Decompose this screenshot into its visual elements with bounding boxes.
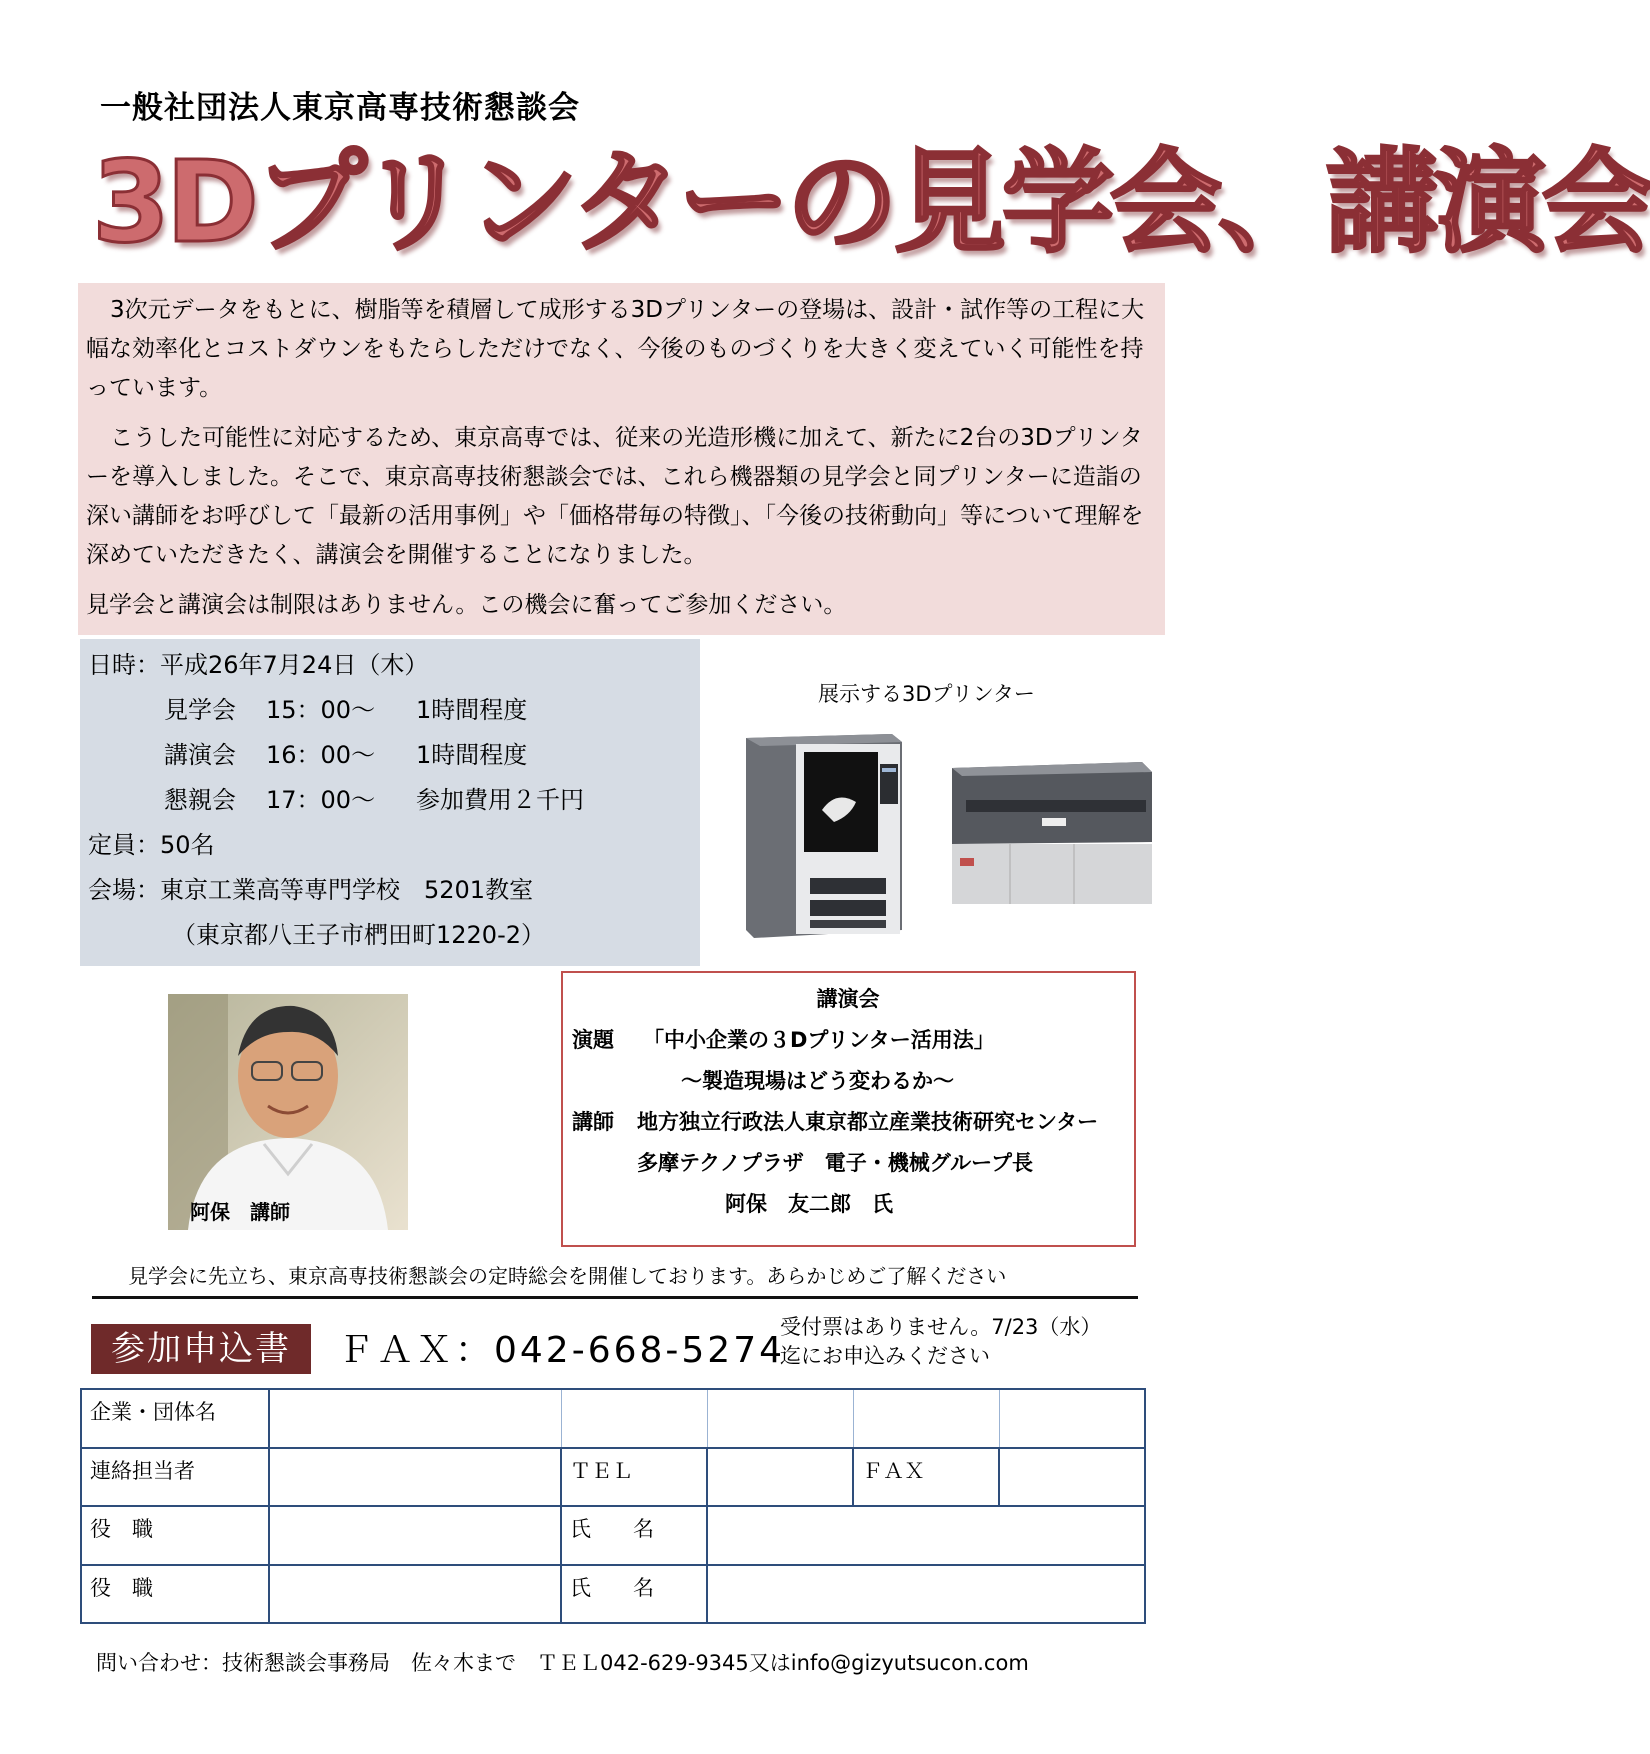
lecture-box [561, 971, 1136, 1247]
schedule-note: 1時間程度 [416, 696, 528, 724]
form-row-contact [81, 1448, 1145, 1507]
name-label: 氏 名 [561, 1506, 707, 1565]
event-venue: 会場：東京工業高等専門学校 5201教室 [88, 876, 534, 904]
speaker-affiliation-2: 多摩テクノプラザ 電子・機械グループ長 [637, 1151, 1034, 1175]
form-row-attendee-1 [81, 1506, 1145, 1565]
schedule-row [88, 778, 692, 823]
printer-image-tall [742, 730, 906, 942]
company-field-ext[interactable] [853, 1389, 999, 1448]
schedule-name: 懇親会 [164, 786, 236, 814]
schedule-note: 1時間程度 [416, 741, 528, 769]
deadline-line-1: 受付票はありません。7/23（水） [780, 1315, 1102, 1339]
intro-paragraph-2: こうした可能性に対応するため、東京高専では、従来の光造形機に加えて、新たに2台の3Dプリンターを導入しました。そこで、東京高専技術懇談会では、これら機器類の見学会と同プリンターに造詣の深い講師をお呼びして「最新の活用事例」や「価格帯毎の特徴」、「今後の技術動向」等について理解を深めていただきたく、講演会を開催することになりました。 [86, 425, 1144, 568]
deadline-note [780, 1313, 1101, 1371]
position-label: 役 職 [81, 1565, 269, 1624]
intro-paragraph-3: 見学会と講演会は制限はありません。この機会に奮ってご参加ください。 [86, 592, 847, 618]
event-date: 日時：平成26年7月24日（木） [88, 651, 429, 679]
event-info-panel [80, 639, 700, 966]
application-form-table [80, 1388, 1146, 1624]
name-field[interactable] [707, 1565, 1145, 1624]
intro-panel [78, 283, 1165, 635]
lecture-heading: 講演会 [816, 987, 880, 1011]
intro-paragraph-1: 3次元データをもとに、樹脂等を積層して成形する3Dプリンターの登場は、設計・試作等の工程に大幅な効率化とコストダウンをもたらしただけでなく、今後のものづくりを大きく変えていく可能性を持っています。 [86, 297, 1145, 401]
schedule-time: 16：00～ [266, 741, 376, 769]
tel-field[interactable] [707, 1448, 853, 1507]
speaker-name: 阿保 友二郎 氏 [725, 1192, 893, 1216]
schedule-time: 17：00～ [266, 786, 376, 814]
name-label: 氏 名 [561, 1565, 707, 1624]
schedule-time: 15：00～ [266, 696, 376, 724]
schedule-name: 見学会 [164, 696, 236, 724]
speaker-affiliation-1: 地方独立行政法人東京都立産業技術研究センター [637, 1110, 1099, 1134]
form-row-company [81, 1389, 1145, 1448]
schedule-note: 参加費用２千円 [416, 786, 584, 814]
company-field-ext[interactable] [561, 1389, 707, 1448]
printer-image-wide [946, 758, 1156, 910]
position-field[interactable] [269, 1506, 561, 1565]
position-label: 役 職 [81, 1506, 269, 1565]
notice-text: 見学会に先立ち、東京高専技術懇談会の定時総会を開催しております。あらかじめご了解ください [128, 1264, 1007, 1288]
contact-field[interactable] [269, 1448, 561, 1507]
fax-label: ＦＡＸ [853, 1448, 999, 1507]
application-form-label: 参加申込書 [91, 1324, 311, 1374]
company-field-ext[interactable] [707, 1389, 853, 1448]
position-field[interactable] [269, 1565, 561, 1624]
event-capacity: 定員：50名 [88, 831, 215, 859]
speaker-photo-caption: 阿保 講師 [190, 1200, 290, 1224]
page-title: 3Dプリンターの見学会、講演会 [92, 138, 1650, 268]
event-address: （東京都八王子市椚田町1220-2） [172, 921, 546, 949]
lecture-topic: 「中小企業の３Dプリンター活用法」 [643, 1028, 995, 1052]
divider [92, 1296, 1138, 1299]
form-row-attendee-2 [81, 1565, 1145, 1624]
fax-number: ＦＡＸ：042-668-5274 [338, 1330, 786, 1371]
lecture-subtitle: ～製造現場はどう変わるか～ [681, 1069, 954, 1093]
speaker-photo [168, 994, 408, 1230]
footer-contact: 問い合わせ：技術懇談会事務局 佐々木まで ＴＥＬ042-629-9345又はinfo@gizyutsucon.com [96, 1651, 1029, 1675]
speaker-label: 講師 [572, 1110, 614, 1134]
fax-field[interactable] [999, 1448, 1145, 1507]
name-field[interactable] [707, 1506, 1145, 1565]
printers-caption: 展示する3Dプリンター [818, 682, 1035, 706]
organization-name: 一般社団法人東京高専技術懇談会 [100, 90, 580, 126]
company-field[interactable] [269, 1389, 561, 1448]
deadline-line-2: 迄にお申込みください [780, 1344, 990, 1368]
contact-label: 連絡担当者 [81, 1448, 269, 1507]
company-field-ext[interactable] [999, 1389, 1145, 1448]
schedule-row [88, 688, 692, 733]
schedule-name: 講演会 [164, 741, 236, 769]
tel-label: ＴＥＬ [561, 1448, 707, 1507]
schedule-row [88, 733, 692, 778]
topic-label: 演題 [572, 1028, 614, 1052]
company-label: 企業・団体名 [81, 1389, 269, 1448]
